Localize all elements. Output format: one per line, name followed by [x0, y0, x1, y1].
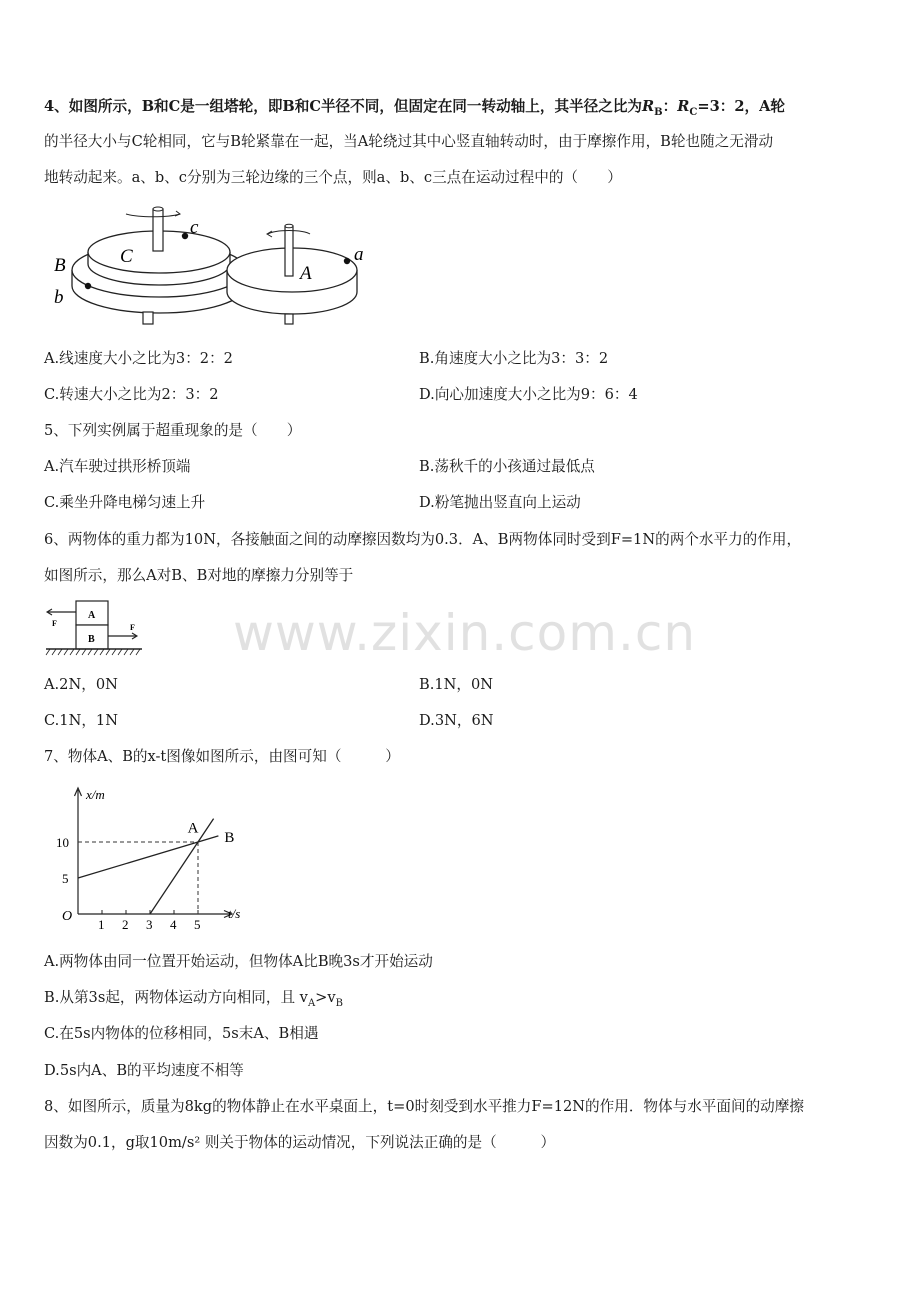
axle-a [285, 226, 293, 276]
label-b: b [54, 287, 64, 308]
series-label-B: B [224, 829, 235, 846]
block-a-label: A [88, 610, 96, 621]
q7-option-b-gt: >v [315, 989, 336, 1006]
q6-option-c[interactable]: C.1N，1N [44, 712, 118, 729]
ratio-rc: R [677, 98, 690, 115]
q4-stem-text: 4、如图所示，B和C是一组塔轮，即B和C半径不同，但固定在同一转动轴上，其半径之比为 [44, 98, 643, 115]
q5-option-a[interactable]: A.汽车驶过拱形桥顶端 [44, 458, 191, 475]
point-b [85, 283, 91, 289]
va-subscript: A [307, 997, 316, 1009]
q4-option-d[interactable]: D.向心加速度大小之比为9：6：4 [419, 386, 638, 403]
block-b-label: B [88, 634, 95, 645]
q5-option-b[interactable]: B.荡秋千的小孩通过最低点 [419, 458, 595, 475]
q4-stem-line1 [44, 96, 880, 118]
label-a: a [354, 244, 364, 265]
watermark: www.zixin.com.cn [233, 604, 697, 662]
q7-option-b-text: B.从第3s起，两物体运动方向相同，且 v [44, 989, 308, 1006]
y-axis-label: x/m [86, 787, 105, 802]
q7-xt-chart [54, 784, 254, 932]
q4-wheel-figure [48, 204, 378, 329]
force-right-label: F [130, 623, 135, 632]
x-tick-label: 3 [146, 917, 153, 932]
q6-stem-line2: 如图所示，那么A对B、B对地的摩擦力分别等于 [44, 567, 354, 584]
axle-bc [153, 209, 163, 251]
q5-option-d[interactable]: D.粉笔抛出竖直向上运动 [419, 494, 581, 511]
origin-label: O [62, 909, 73, 924]
x-axis-label: t/s [228, 906, 241, 921]
x-tick-label: 4 [170, 917, 177, 932]
y-tick-label: 5 [62, 871, 69, 886]
q8-stem-line2: 因数为0.1，g取10m/s² 则关于物体的运动情况，下列说法正确的是（ ） [44, 1134, 556, 1151]
q7-option-a[interactable]: A.两物体由同一位置开始运动，但物体A比B晚3s才开始运动 [44, 953, 433, 970]
q6-option-a[interactable]: A.2N，0N [44, 676, 118, 693]
q6-stem-line1: 6、两物体的重力都为10N，各接触面之间的动摩擦因数均为0.3．A、B两物体同时受到F=1N的两个水平力的作用， [44, 531, 802, 548]
q4-option-c[interactable]: C.转速大小之比为2：3：2 [44, 386, 219, 403]
label-c: c [190, 217, 199, 238]
q7-option-b[interactable] [44, 987, 343, 1009]
ratio-rb-sub: B [654, 106, 663, 118]
q5-option-c[interactable]: C.乘坐升降电梯匀速上升 [44, 494, 206, 511]
point-c [182, 233, 188, 239]
ratio-rb: R [642, 98, 655, 115]
vb-subscript: B [335, 997, 344, 1009]
q6-option-d[interactable]: D.3N，6N [419, 712, 494, 729]
y-tick-label: 10 [56, 835, 69, 850]
label-A: A [300, 263, 312, 284]
label-B: B [54, 255, 66, 276]
ratio-tail: =3：2，A轮 [697, 98, 785, 115]
q8-stem-line1: 8、如图所示，质量为8kg的物体静止在水平桌面上，t=0时刻受到水平推力F=12N的作用．物体与水平面间的动摩擦 [44, 1098, 804, 1115]
q4-option-a[interactable]: A.线速度大小之比为3：2：2 [44, 350, 233, 367]
q4-option-b[interactable]: B.角速度大小之比为3：3：2 [419, 350, 609, 367]
x-tick-label: 5 [194, 917, 201, 932]
q4-stem-line3: 地转动起来。a、b、c分别为三轮边缘的三个点，则a、b、c三点在运动过程中的（ ） [44, 169, 622, 186]
x-tick-label: 2 [122, 917, 129, 932]
q6-blocks-figure [44, 598, 144, 660]
series-line-A [150, 819, 214, 914]
q5-stem: 5、下列实例属于超重现象的是（ ） [44, 422, 302, 439]
point-a [344, 258, 350, 264]
q7-stem: 7、物体A、B的x-t图像如图所示，由图可知（ ） [44, 748, 400, 765]
q6-option-b[interactable]: B.1N，0N [419, 676, 494, 693]
ratio-colon: ： [662, 98, 678, 115]
force-left-label: F [52, 619, 57, 628]
ratio-rc-sub: C [689, 106, 698, 118]
x-tick-label: 1 [98, 917, 105, 932]
q7-option-d[interactable]: D.5s内A、B的平均速度不相等 [44, 1062, 244, 1079]
label-C: C [120, 246, 133, 267]
q4-stem-line2: 的半径大小与C轮相同，它与B轮紧靠在一起，当A轮绕过其中心竖直轴转动时，由于摩擦作用，B轮也随之无滑动 [44, 133, 774, 150]
series-label-A: A [187, 820, 199, 837]
q7-option-c[interactable]: C.在5s内物体的位移相同，5s末A、B相遇 [44, 1025, 319, 1042]
